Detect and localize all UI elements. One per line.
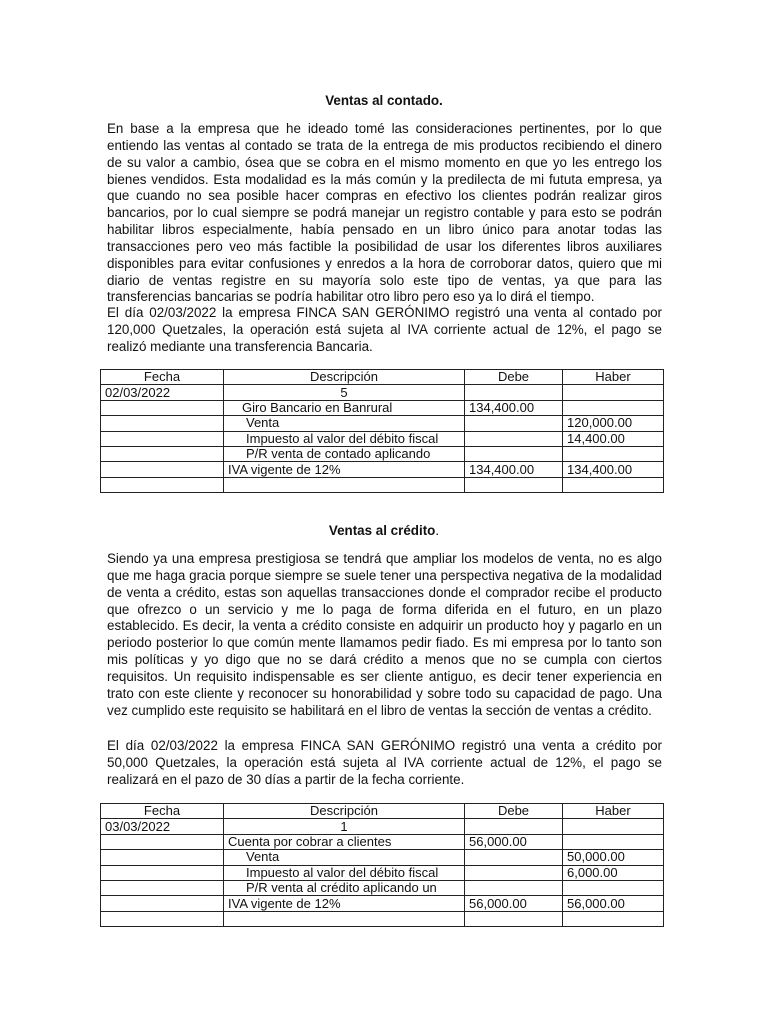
table-row <box>101 477 664 492</box>
cell-fecha <box>101 850 224 865</box>
header-debe: Debe <box>465 370 563 385</box>
cell-haber: 6,000.00 <box>563 865 664 880</box>
cell-descripcion: IVA vigente de 12% <box>224 896 465 911</box>
paragraph-credito-example: El día 02/03/2022 la empresa FINCA SAN GERÓNIMO registró una venta a crédito por 50,000 Quetzales, la operación está sujeta al IVA corriente actual de 12%, el pago se realizará en el pazo de 30 días a partir de la fecha corriente. <box>107 738 662 787</box>
table-row <box>101 850 664 865</box>
cell-haber <box>563 880 664 895</box>
cell-fecha <box>101 462 224 477</box>
cell-fecha <box>101 880 224 895</box>
cell-haber <box>563 911 664 926</box>
section-title-period: . <box>435 523 440 538</box>
table-row <box>101 385 664 400</box>
cell-descripcion: P/R venta de contado aplicando <box>224 446 465 461</box>
cell-fecha <box>101 431 224 446</box>
cell-debe <box>465 477 563 492</box>
cell-debe <box>465 850 563 865</box>
cell-descripcion <box>224 477 465 492</box>
cell-haber <box>563 477 664 492</box>
cell-fecha <box>101 446 224 461</box>
table-row <box>101 819 664 834</box>
table-row <box>101 400 664 415</box>
header-descripcion: Descripción <box>224 804 465 819</box>
table-row <box>101 896 664 911</box>
cell-descripcion: P/R venta al crédito aplicando un <box>224 880 465 895</box>
table-row <box>101 865 664 880</box>
table-row <box>101 416 664 431</box>
header-haber: Haber <box>563 370 664 385</box>
cell-debe <box>465 446 563 461</box>
cell-haber: 120,000.00 <box>563 416 664 431</box>
cell-debe: 134,400.00 <box>465 400 563 415</box>
ledger-table-contado <box>100 369 664 493</box>
ledger-table-credito <box>100 803 664 927</box>
header-haber: Haber <box>563 804 664 819</box>
cell-haber: 134,400.00 <box>563 462 664 477</box>
cell-descripcion: Giro Bancario en Banrural <box>224 400 465 415</box>
cell-debe <box>465 911 563 926</box>
header-debe: Debe <box>465 804 563 819</box>
table-row <box>101 834 664 849</box>
cell-haber <box>563 834 664 849</box>
cell-haber <box>563 400 664 415</box>
cell-fecha <box>101 477 224 492</box>
cell-haber: 56,000.00 <box>563 896 664 911</box>
cell-descripcion: 5 <box>224 385 465 400</box>
section-title-ventas-credito <box>0 523 768 539</box>
table-row <box>101 462 664 477</box>
cell-fecha <box>101 400 224 415</box>
table-row <box>101 911 664 926</box>
table-row <box>101 880 664 895</box>
cell-debe <box>465 865 563 880</box>
cell-fecha <box>101 865 224 880</box>
cell-debe: 56,000.00 <box>465 896 563 911</box>
cell-fecha: 03/03/2022 <box>101 819 224 834</box>
cell-descripcion <box>224 911 465 926</box>
header-fecha: Fecha <box>101 370 224 385</box>
cell-haber: 14,400.00 <box>563 431 664 446</box>
cell-descripcion: Cuenta por cobrar a clientes <box>224 834 465 849</box>
cell-descripcion: Impuesto al valor del débito fiscal <box>224 865 465 880</box>
cell-haber <box>563 385 664 400</box>
cell-descripcion: Venta <box>224 850 465 865</box>
section-title-ventas-contado: Ventas al contado. <box>325 93 443 108</box>
cell-fecha <box>101 911 224 926</box>
cell-debe: 56,000.00 <box>465 834 563 849</box>
table-header-row <box>101 370 664 385</box>
table-row <box>101 431 664 446</box>
cell-fecha <box>101 416 224 431</box>
cell-fecha: 02/03/2022 <box>101 385 224 400</box>
cell-fecha <box>101 834 224 849</box>
paragraph-credito-intro: Siendo ya una empresa prestigiosa se tendrá que ampliar los modelos de venta, no es algo que me haga gracia porque siempre se suele tener una perspectiva negativa de la modalidad de venta a crédito, estas son aquellas transacciones donde el comprador recibe el producto que ofrezco o un servicio y me lo paga de forma diferida en el futuro, en un plazo establecido. Es decir, la venta a crédito consiste en adquirir un producto hoy y pagarlo en un periodo posterior lo que común mente llamamos pedir fiado. Es mi empresa por lo tanto son mis políticas y yo digo que no se dará crédito a menos que no se cumpla con ciertos requisitos. Un requisito indispensable es ser cliente antiguo, es decir tener experiencia en trato con este cliente y reconocer su honorabilidad y sobre todo su capacidad de pago. Una vez cumplido este requisito se habilitará en el libro de ventas la sección de ventas a crédito. <box>107 551 662 718</box>
cell-haber: 50,000.00 <box>563 850 664 865</box>
cell-debe: 134,400.00 <box>465 462 563 477</box>
cell-debe <box>465 385 563 400</box>
section-title-text: Ventas al crédito <box>328 523 436 538</box>
cell-fecha <box>101 896 224 911</box>
cell-haber <box>563 819 664 834</box>
paragraph-contado-intro: En base a la empresa que he ideado tomé las consideraciones pertinentes, por lo que entiendo las ventas al contado se trata de la entrega de mis productos recibiendo el dinero de su valor a cambio, ósea que se cobra en el mismo momento en que yo les entrego los bienes vendidos. Esta modalidad es la más común y la predilecta de mi fututa empresa, ya que cuando no sea posible hacer compras en efectivo los clientes podrán realizar giros bancarios, por lo cual siempre se podrá manejar un registro contable y para esto se podrán habilitar libros especialmente, había pensado en un libro único para anotar todas las transacciones pero veo más factible la posibilidad de usar los diferentes libros auxiliares disponibles para evitar confusiones y enredos a la hora de corroborar datos, quiero que mi diario de ventas registre en su mayoría solo este tipo de ventas, ya que para las transferencias bancarias se podría habilitar otro libro pero eso ya lo dirá el tiempo. <box>107 121 662 305</box>
cell-descripcion: 1 <box>224 819 465 834</box>
table-row <box>101 446 664 461</box>
cell-debe <box>465 416 563 431</box>
cell-descripcion: IVA vigente de 12% <box>224 462 465 477</box>
table-header-row <box>101 804 664 819</box>
cell-debe <box>465 431 563 446</box>
cell-debe <box>465 819 563 834</box>
cell-haber <box>563 446 664 461</box>
paragraph-contado-example: El día 02/03/2022 la empresa FINCA SAN GERÓNIMO registró una venta al contado por 120,000 Quetzales, la operación está sujeta al IVA corriente actual de 12%, el pago se realizó mediante una transferencia Bancaria. <box>107 305 662 354</box>
cell-debe <box>465 880 563 895</box>
header-descripcion: Descripción <box>224 370 465 385</box>
header-fecha: Fecha <box>101 804 224 819</box>
cell-descripcion: Impuesto al valor del débito fiscal <box>224 431 465 446</box>
cell-descripcion: Venta <box>224 416 465 431</box>
